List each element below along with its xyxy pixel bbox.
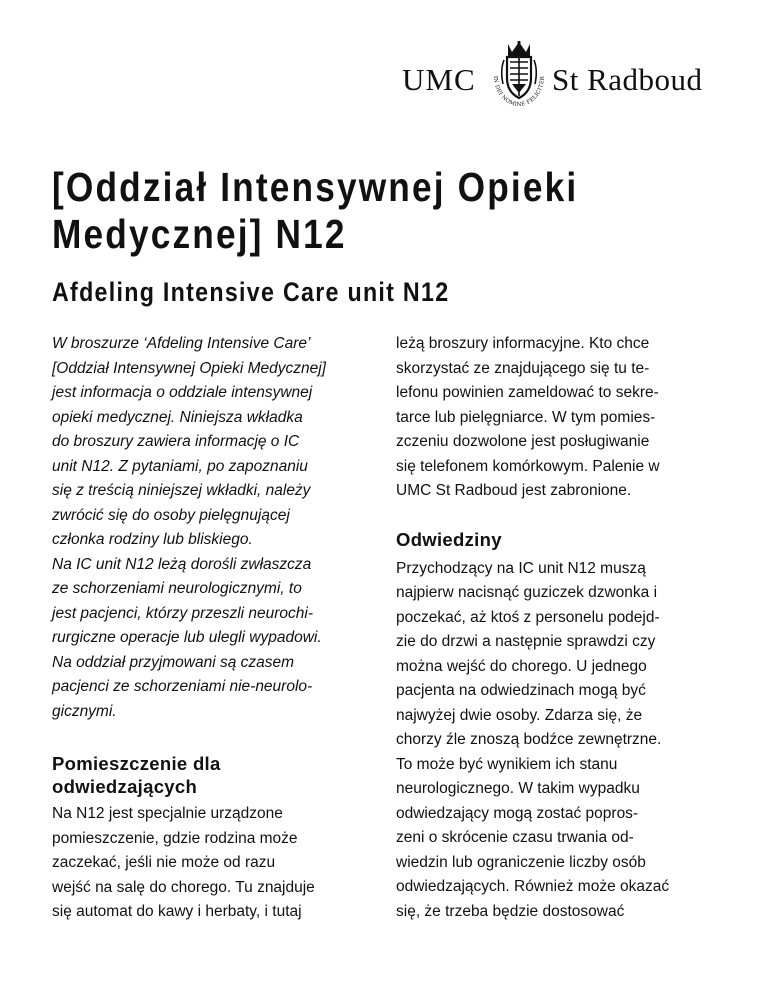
crest-icon [488,40,550,116]
page-subtitle: Afdeling Intensive Care unit N12 [52,277,450,307]
intro-line: W broszurze ‘Afdeling Intensive Care’ [52,335,311,352]
continued-line: leżą broszury informacyjne. Kto chce [396,335,650,352]
continued-line: skorzystać ze znajdującego się tu te- [396,359,650,377]
intro-line: jest pacjenci, którzy przeszli neurochi- [52,604,314,622]
visits-line: zie do drzwi a następnie sprawdzi czy [396,633,656,650]
logo-umc-text: UMC [402,62,476,97]
intro-line: Na oddział przyjmowani są czasem [52,653,295,671]
visits-line: się, że trzeba będzie dostosować [396,902,625,920]
page-title-line-2: Medycznej] N12 [52,211,347,257]
visitors-room-heading-line-2: odwiedzających [52,776,198,797]
intro-line: jest informacja o oddziale intensywnej [52,384,313,401]
page-title-line-1: [Oddział Intensywnej Opieki [52,164,579,210]
visitors-room-section [52,752,388,925]
visitors-room-line: zaczekać, jeśli nie może od razu [52,854,276,871]
intro-line: się z treścią niniejszej wkładki, należy [52,482,311,499]
intro-line: ze schorzeniami neurologicznymi, to [52,580,302,597]
intro-paragraph [52,332,388,724]
visitors-room-line: wejść na salę do chorego. Tu znajduje [52,878,315,896]
visits-heading: Odwiedziny [396,528,502,550]
intro-line: [Oddział Intensywnej Opieki Medycznej] [52,359,326,377]
intro-line: do broszury zawiera informację o IC [52,433,300,450]
left-column [52,332,388,925]
intro-line: rurgiczne operacje lub ulegli wypadowi. [52,629,322,646]
visitors-room-line: Na N12 jest specjalnie urządzone [52,805,283,822]
intro-line: opieki medycznej. Niniejsza wkładka [52,408,303,426]
visits-section [396,528,732,925]
visits-line: odwiedzających. Również może okazać [396,878,670,895]
visits-line: pacjenta na odwiedzinach mogą być [396,682,646,699]
intro-line: członka rodziny lub bliskiego. [52,531,253,548]
visits-line: zeni o skrócenie czasu trwania od- [396,829,634,846]
visits-line: odwiedzający mogą zostać popros- [396,804,639,822]
visits-line: najwyżej dwie osoby. Zdarza się, że [396,706,643,724]
intro-line: pacjenci ze schorzeniami nie-neurolo- [52,678,313,695]
svg-text:IN DEI NOMINE FELICITER: IN DEI NOMINE FELICITER [491,75,547,109]
continued-line: tarce lub pielęgniarce. W tym pomies- [396,408,656,426]
visits-line: najpierw nacisnąć guziczek dzwonka i [396,584,658,601]
visits-line: To może być wynikiem ich stanu [396,755,618,773]
visitors-room-line: pomieszczenie, gdzie rodzina może [52,829,298,847]
intro-line: Na IC unit N12 leżą dorośli zwłaszcza [52,555,312,573]
intro-line: unit N12. Z pytaniami, po zapoznaniu [52,457,308,475]
visits-line: chorzy źle znoszą bodźce zewnętrzne. [396,731,662,748]
intro-line: gicznymi. [52,702,117,720]
continued-line: się telefonem komórkowym. Palenie w [396,457,660,475]
visits-line: można wejść do chorego. U jednego [396,657,647,675]
logo-st-radboud-text: St Radboud [552,62,703,97]
intro-line: zwrócić się do osoby pielęgnującej [52,506,290,524]
visits-line: neurologicznego. W takim wypadku [396,780,640,797]
right-column [396,332,732,924]
visits-line: Przychodzący na IC unit N12 muszą [396,559,646,577]
visits-line: wiedzin lub ograniczenie liczby osób [396,853,646,871]
continued-line: lefonu powinien zameldować to sekre- [396,384,659,401]
visitors-room-continued [396,332,732,504]
visitors-room-line: się automat do kawy i herbaty, i tutaj [52,903,302,920]
continued-line: zczeniu dozwolone jest posługiwanie [396,433,650,450]
visitors-room-heading-line-1: Pomieszczenie dla [52,753,221,774]
page-title [52,164,637,258]
visits-line: poczekać, aż ktoś z personelu podejd- [396,608,660,626]
continued-line: UMC St Radboud jest zabronione. [396,482,632,499]
umc-st-radboud-logo [396,40,726,116]
